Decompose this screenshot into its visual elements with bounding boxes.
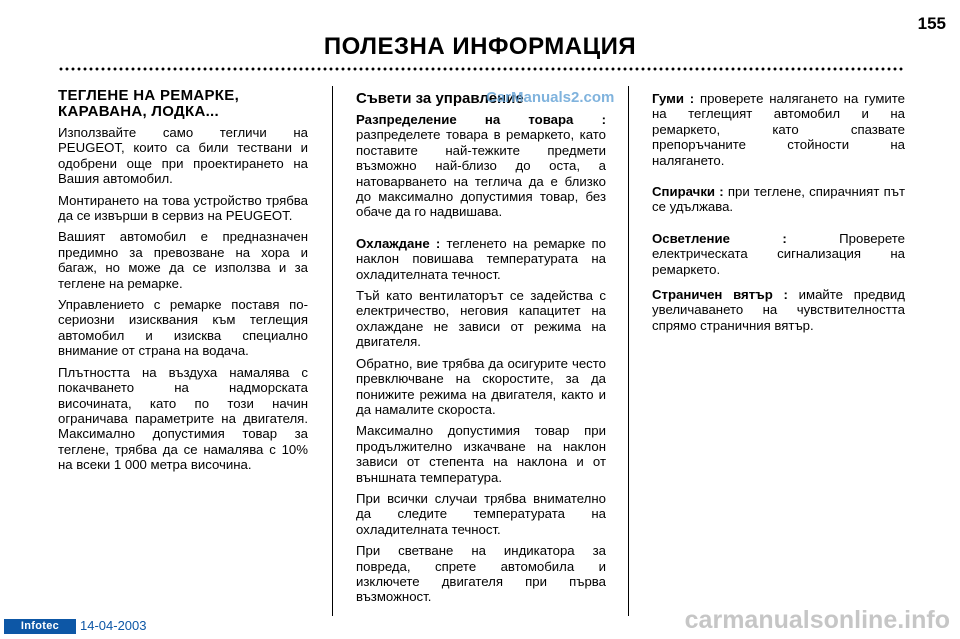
towing-heading: ТЕГЛЕНЕ НА РЕМАРКЕ, КАРАВАНА, ЛОДКА... xyxy=(58,87,240,120)
temperature-paragraph: При всички случаи трябва внимателно да следите температурата на охладителната течност. xyxy=(356,490,606,537)
max-load-paragraph: Максимално допустимия товар при продължително изкачване на наклон зависи от степента на наклона и от външната температура. xyxy=(356,423,606,485)
infotec-logo: Infotec xyxy=(4,619,76,634)
footer-date: 14-04-2003 xyxy=(80,618,147,633)
page-title: ПОЛЕЗНА ИНФОРМАЦИЯ xyxy=(323,33,637,60)
lighting-text: Проверете електрическата сигнализация на ремаркето. xyxy=(652,230,905,277)
lighting-label: Осветление : xyxy=(652,230,787,246)
dotted-divider xyxy=(58,66,904,72)
towing-paragraph-3: Вашият автомобил е предназначен предимно за превозване на хора и багаж, но може да се използва и за теглене на ремарке. xyxy=(58,229,308,291)
driving-advice-heading: Съвети за управление xyxy=(356,90,524,107)
tyres-label: Гуми : xyxy=(652,91,695,106)
towing-paragraph-2: Монтирането на това устройство трябва да се извърши в сервиз на PEUGEOT. xyxy=(58,192,308,224)
load-distribution-paragraph xyxy=(356,112,606,220)
load-distribution-label: Разпределение на товара : xyxy=(356,112,606,127)
cooling-paragraph xyxy=(356,236,606,282)
brakes-paragraph xyxy=(652,184,905,215)
crosswind-paragraph xyxy=(652,287,905,333)
lighting-paragraph xyxy=(652,231,905,277)
column-divider-right xyxy=(628,86,629,616)
fan-paragraph: Тъй като вентилаторът се задейства с електричество, неговия капацитет на охлаждане не зависи от режима на двигателя. xyxy=(356,288,606,350)
cooling-label: Охлаждане : xyxy=(356,235,441,251)
towing-paragraph-5: Плътността на въздуха намалява с покачването на надморската височината, като по този начин ограничава параметрите на двигателя. Максимално допустимия товар за теглене, трябва да се намалява с 10% на всеки 1 000 метра височина. xyxy=(58,364,308,473)
column-divider-left xyxy=(332,86,333,616)
tyres-paragraph xyxy=(652,91,905,168)
gear-shift-paragraph: Обратно, вие трябва да осигурите често превключване на скоростите, за да понижите режима на двигателя, както и да намалите скороста. xyxy=(356,355,606,417)
watermark-carmanuals: CarManuals2.com xyxy=(486,89,615,106)
column-towing xyxy=(58,88,308,479)
column-driving-advice xyxy=(356,91,606,611)
column-checks xyxy=(652,91,905,339)
towing-paragraph-1: Използвайте само тегличи на PEUGEOT, които са били тествани и одобрени още при проектирането на Вашия автомобил. xyxy=(58,125,308,187)
tyres-text: проверете налягането на гумите на теглещият автомобил и на ремаркето, като спазвате препоръчаните стойности на налягането. xyxy=(652,91,905,168)
load-distribution-text: разпределете товара в ремаркето, като поставите най-тежките предмети възможно най-близо до оста, а натоварването на теглича да е близко до максимално допустимия товар, без обаче да го надвишава. xyxy=(356,127,606,220)
watermark-carmanualsonline: carmanualsonline.info xyxy=(684,606,950,634)
warning-light-paragraph: При светване на индикатора за повреда, спрете автомобила и изключете двигателя при първа възможност. xyxy=(356,543,606,605)
towing-paragraph-4: Управлението с ремарке поставя по-сериозни изисквания към теглещия автомобил и изисква специално внимание от страна на водача. xyxy=(58,297,308,359)
crosswind-label: Страничен вятър : xyxy=(652,287,788,303)
brakes-label: Спирачки : xyxy=(652,184,724,200)
page-number: 155 xyxy=(917,14,946,33)
cooling-text: тегленето на ремарке по наклон повишава температурата на охладителната течност. xyxy=(356,235,606,282)
crosswind-text: имайте предвид увеличаването на чувствителността спрямо страничния вятър. xyxy=(652,287,905,333)
brakes-text: при теглене, спирачният път се удължава. xyxy=(652,184,905,215)
